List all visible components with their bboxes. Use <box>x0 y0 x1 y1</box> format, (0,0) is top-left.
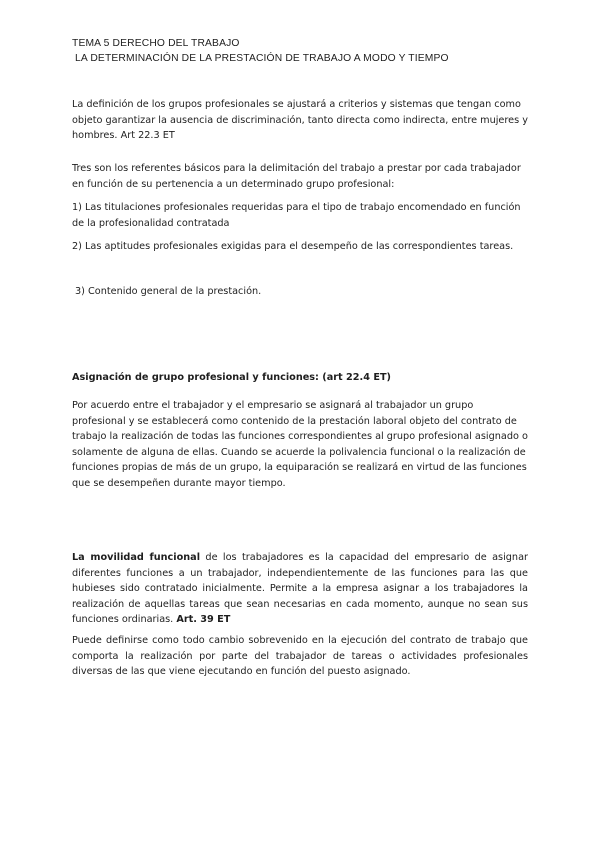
paragraph-movilidad <box>72 550 528 628</box>
list-item-contenido: 3) Contenido general de la prestación. <box>75 286 262 297</box>
paragraph-referentes: Tres son los referentes básicos para la delimitación del trabajo a prestar por cada trabajador en función de su pertenencia a un determinado grupo profesional: <box>72 163 521 190</box>
term-movilidad-funcional: La movilidad funcional <box>72 552 201 563</box>
paragraph-definition: La definición de los grupos profesionales se ajustará a criterios y sistemas que tengan como objeto garantizar la ausencia de discriminación, tanto directa como indirecta, entre mujeres y hombres. Art 22.3 ET <box>72 99 528 142</box>
paragraph-definicion-cambio: Puede definirse como todo cambio sobrevenido en la ejecución del contrato de trabajo que comporta la realización por parte del trabajador de tareas o actividades profesionales diversas de las que viene ejecutando en función del puesto asignado. <box>72 635 528 678</box>
article-reference: Art. 39 ET <box>176 614 231 626</box>
list-item-aptitudes: 2) Las aptitudes profesionales exigidas para el desempeño de las correspondientes tareas. <box>72 241 514 252</box>
header-title: TEMA 5 DERECHO DEL TRABAJO <box>72 38 240 49</box>
header-subtitle: LA DETERMINACIÓN DE LA PRESTACIÓN DE TRABAJO A MODO Y TIEMPO <box>75 53 449 64</box>
paragraph-asignacion: Por acuerdo entre el trabajador y el empresario se asignará al trabajador un grupo profesional y se establecerá como contenido de la prestación laboral objeto del contrato de trabajo la realización de todas las funciones correspondientes al grupo profesional asignado o solamente de alguna de ellas. Cuando se acuerde la polivalencia funcional o la realización de funciones propias de más de un grupo, la equiparación se realizará en virtud de las funciones que se desempeñen durante mayor tiempo. <box>72 400 528 489</box>
list-item-titulaciones: 1) Las titulaciones profesionales requeridas para el tipo de trabajo encomendado en función de la profesionalidad contratada <box>72 202 521 229</box>
movilidad-text: de los trabajadores es la capacidad del empresario de asignar diferentes funciones a un trabajador, independientemente de las funciones para las que hubieses sido contratado inicialmente. Permite a la empresa asignar a los trabajadores la realización de aquellas tareas que sean necesarias en cada momento, aunque no sean sus funciones ordinarias. <box>72 552 528 626</box>
section-heading-asignacion: Asignación de grupo profesional y funciones: (art 22.4 ET) <box>72 372 391 383</box>
